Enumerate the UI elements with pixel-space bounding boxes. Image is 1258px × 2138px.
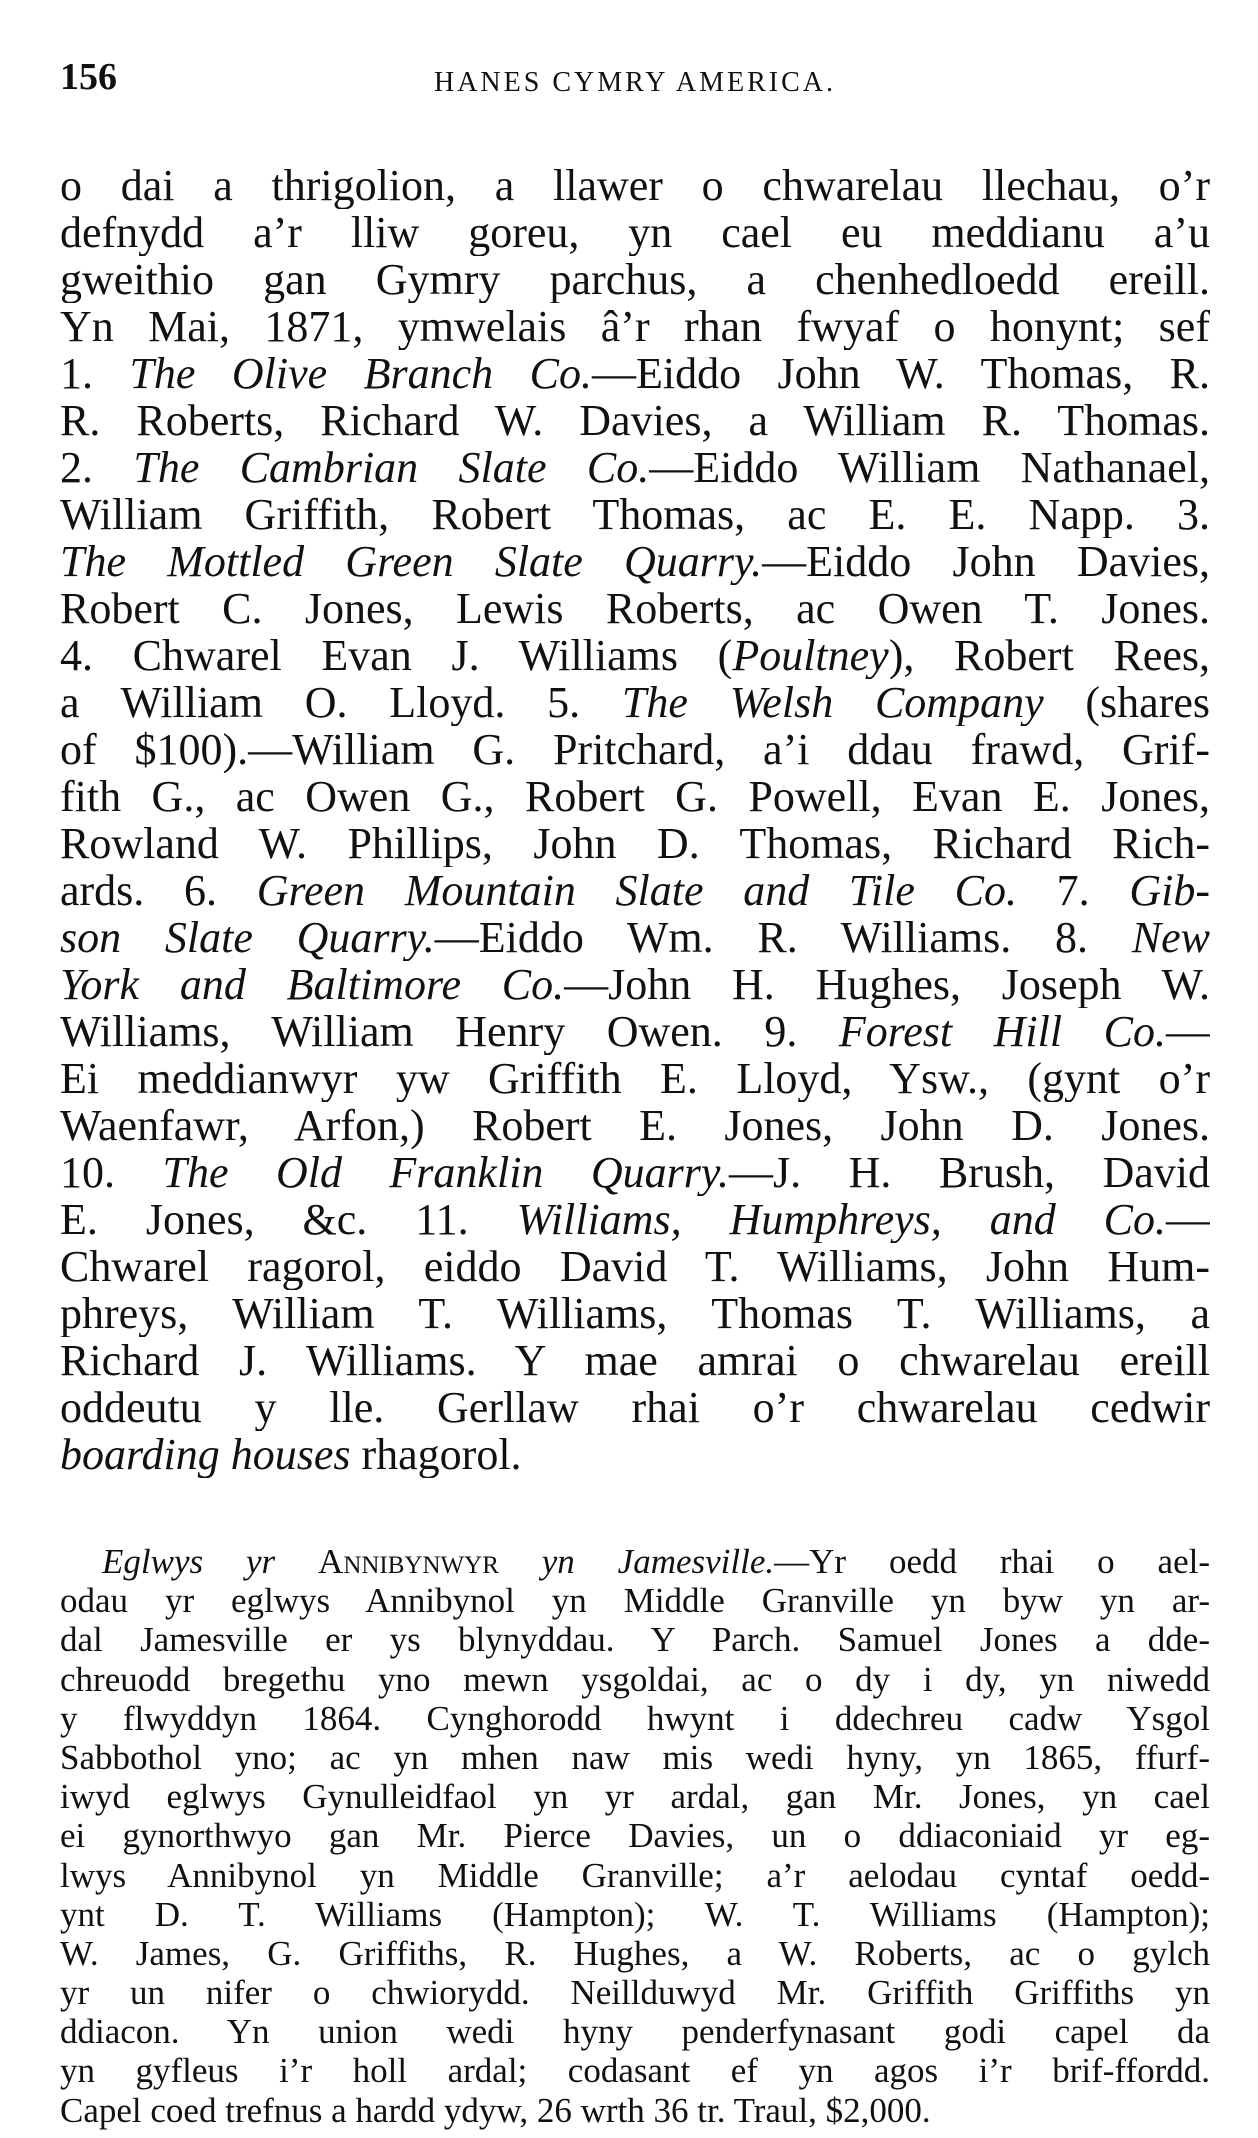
text-line: a William O. Lloyd. 5. The Welsh Company (shares bbox=[60, 679, 1210, 726]
text-line: Sabbothol yno; ac yn mhen naw mis wedi hyny, yn 1865, ffurf- bbox=[60, 1737, 1210, 1777]
text-line: W. James, G. Griffiths, R. Hughes, a W. Roberts, ac o gylch bbox=[60, 1933, 1210, 1973]
section-text: —Yr oedd rhai o ael- bbox=[774, 1542, 1210, 1581]
text-line: Richard J. Williams. Y mae amrai o chwarelau ereill bbox=[60, 1337, 1210, 1384]
page-number: 156 bbox=[60, 56, 117, 98]
text-line: of $100).—William G. Pritchard, a’i ddau frawd, Grif- bbox=[60, 726, 1210, 773]
text-line: William Griffith, Robert Thomas, ac E. E. Napp. 3. bbox=[60, 491, 1210, 538]
text-line: Williams, William Henry Owen. 9. Forest Hill Co.— bbox=[60, 1008, 1210, 1055]
text-line: yr un nifer o chwiorydd. Neillduwyd Mr. Griffith Griffiths yn bbox=[60, 1973, 1210, 2013]
italic-name: Forest Hill Co. bbox=[838, 1008, 1166, 1055]
text-line: 1. The Olive Branch Co.—Eiddo John W. Thomas, R. bbox=[60, 350, 1210, 397]
italic-name: The Mottled Green Slate Quarry. bbox=[60, 538, 763, 585]
section-heading-italic: Eglwys yr bbox=[102, 1542, 276, 1581]
document-page bbox=[60, 55, 1210, 2130]
text-line: Chwarel ragorol, eiddo David T. Williams, John Hum- bbox=[60, 1243, 1210, 1290]
text-line: phreys, William T. Williams, Thomas T. Williams, a bbox=[60, 1290, 1210, 1337]
text-line: 10. The Old Franklin Quarry.—J. H. Brush, David bbox=[60, 1149, 1210, 1196]
text-line: ards. 6. Green Mountain Slate and Tile Co. 7. Gib- bbox=[60, 867, 1210, 914]
text-line: o dai a thrigolion, a llawer o chwarelau llechau, o’r bbox=[60, 162, 1210, 209]
text-line: 4. Chwarel Evan J. Williams (Poultney), Robert Rees, bbox=[60, 632, 1210, 679]
text-line: ynt D. T. Williams (Hampton); W. T. Williams (Hampton); bbox=[60, 1894, 1210, 1934]
text-line: oddeutu y lle. Gerllaw rhai o’r chwarelau cedwir bbox=[60, 1384, 1210, 1431]
text-line: y flwyddyn 1864. Cynghorodd hwynt i ddechreu cadw Ysgol bbox=[60, 1698, 1210, 1738]
section-heading-italic: yn Jamesville. bbox=[541, 1542, 775, 1581]
italic-name: boarding houses bbox=[60, 1431, 351, 1478]
italic-name: son Slate Quarry. bbox=[60, 914, 435, 961]
text-line: ddiacon. Yn union wedi hyny penderfynasant godi capel da bbox=[60, 2012, 1210, 2052]
section-heading-smallcaps: Annibynwyr bbox=[318, 1542, 499, 1581]
text-line: York and Baltimore Co.—John H. Hughes, Joseph W. bbox=[60, 961, 1210, 1008]
main-paragraph bbox=[60, 162, 1210, 1478]
italic-name: New bbox=[1131, 914, 1210, 961]
text-line: E. Jones, &c. 11. Williams, Humphreys, and Co.— bbox=[60, 1196, 1210, 1243]
section-paragraph bbox=[60, 1542, 1210, 2130]
italic-name: York and Baltimore Co. bbox=[60, 961, 565, 1008]
italic-name: Poultney bbox=[732, 632, 889, 679]
italic-name: Williams, Humphreys, and Co. bbox=[516, 1196, 1166, 1243]
text-line: R. Roberts, Richard W. Davies, a William R. Thomas. bbox=[60, 397, 1210, 444]
text-line: iwyd eglwys Gynulleidfaol yn yr ardal, gan Mr. Jones, yn cael bbox=[60, 1777, 1210, 1817]
italic-name: Green Mountain Slate and Tile Co. bbox=[256, 867, 1017, 914]
text-line: lwys Annibynol yn Middle Granville; a’r aelodau cyntaf oedd- bbox=[60, 1855, 1210, 1895]
italic-name: The Cambrian Slate Co. bbox=[133, 444, 650, 491]
text-line: dal Jamesville er ys blynyddau. Y Parch. Samuel Jones a dde- bbox=[60, 1620, 1210, 1660]
text-line: defnydd a’r lliw goreu, yn cael eu meddianu a’u bbox=[60, 209, 1210, 256]
italic-name: The Old Franklin Quarry. bbox=[162, 1149, 730, 1196]
text-line: chreuodd bregethu yno mewn ysgoldai, ac o dy i dy, yn niwedd bbox=[60, 1659, 1210, 1699]
italic-name: The Welsh Company bbox=[621, 679, 1044, 726]
running-title: HANES CYMRY AMERICA. bbox=[433, 67, 836, 98]
text-line: gweithio gan Gymry parchus, a chenhedloedd ereill. bbox=[60, 256, 1210, 303]
page-header bbox=[60, 55, 1210, 115]
text-line: boarding houses rhagorol. bbox=[60, 1431, 522, 1478]
section-heading-line bbox=[60, 1542, 1210, 1581]
text-line: ei gynorthwyo gan Mr. Pierce Davies, un o ddiaconiaid yr eg- bbox=[60, 1816, 1210, 1856]
text-line: Rowland W. Phillips, John D. Thomas, Richard Rich- bbox=[60, 820, 1210, 867]
text-line: Waenfawr, Arfon,) Robert E. Jones, John D. Jones. bbox=[60, 1102, 1210, 1149]
italic-name: Gib- bbox=[1129, 867, 1210, 914]
text-line: yn gyfleus i’r holl ardal; codasant ef yn agos i’r brif-ffordd. bbox=[60, 2051, 1210, 2091]
text-line: Robert C. Jones, Lewis Roberts, ac Owen T. Jones. bbox=[60, 585, 1210, 632]
text-line: Ei meddianwyr yw Griffith E. Lloyd, Ysw., (gynt o’r bbox=[60, 1055, 1210, 1102]
text-line: Capel coed trefnus a hardd ydyw, 26 wrth 36 tr. Traul, $2,000. bbox=[60, 2090, 931, 2130]
text-line: son Slate Quarry.—Eiddo Wm. R. Williams. 8. New bbox=[60, 914, 1210, 961]
text-line: 2. The Cambrian Slate Co.—Eiddo William Nathanael, bbox=[60, 444, 1210, 491]
text-line: Yn Mai, 1871, ymwelais â’r rhan fwyaf o honynt; sef bbox=[60, 303, 1210, 350]
text-line: odau yr eglwys Annibynol yn Middle Granville yn byw yn ar- bbox=[60, 1581, 1210, 1621]
text-line: The Mottled Green Slate Quarry.—Eiddo John Davies, bbox=[60, 538, 1210, 585]
text-line: fith G., ac Owen G., Robert G. Powell, Evan E. Jones, bbox=[60, 773, 1210, 820]
italic-name: The Olive Branch Co. bbox=[129, 350, 592, 397]
